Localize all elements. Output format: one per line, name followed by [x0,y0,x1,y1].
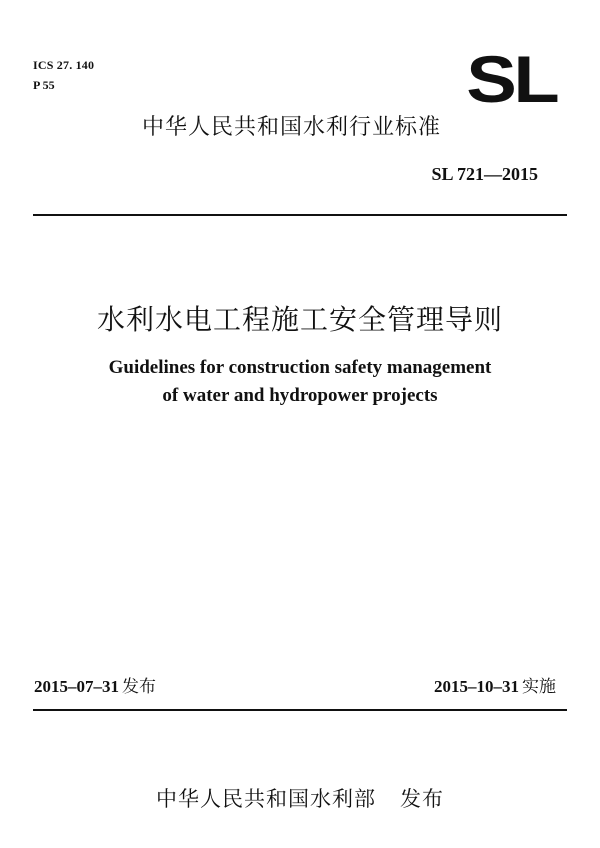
publisher-name: 中华人民共和国水利部 [156,787,376,811]
effective-date [434,676,556,698]
ics-code: ICS 27. 140 [33,58,95,72]
publisher [0,786,600,812]
effective-date-value: 2015–10–31 [434,677,519,696]
industry-standard-heading: 中华人民共和国水利行业标准 [142,115,442,140]
title-chinese: 水利水电工程施工安全管理导则 [96,303,503,336]
bottom-divider [33,709,567,711]
standard-code: SL 721—2015 [431,164,538,184]
title-english-line2: of water and hydropower projects [162,385,438,406]
issued-label: 发布 [122,677,156,697]
sl-logo: SL [465,42,556,116]
effective-label: 实施 [522,677,556,697]
issued-date-value: 2015–07–31 [34,677,119,696]
top-divider [33,214,567,216]
issued-date [34,676,156,698]
title-english-line1: Guidelines for construction safety management [108,357,492,378]
publisher-action: 发布 [400,787,444,811]
classification-code: P 55 [33,78,55,92]
